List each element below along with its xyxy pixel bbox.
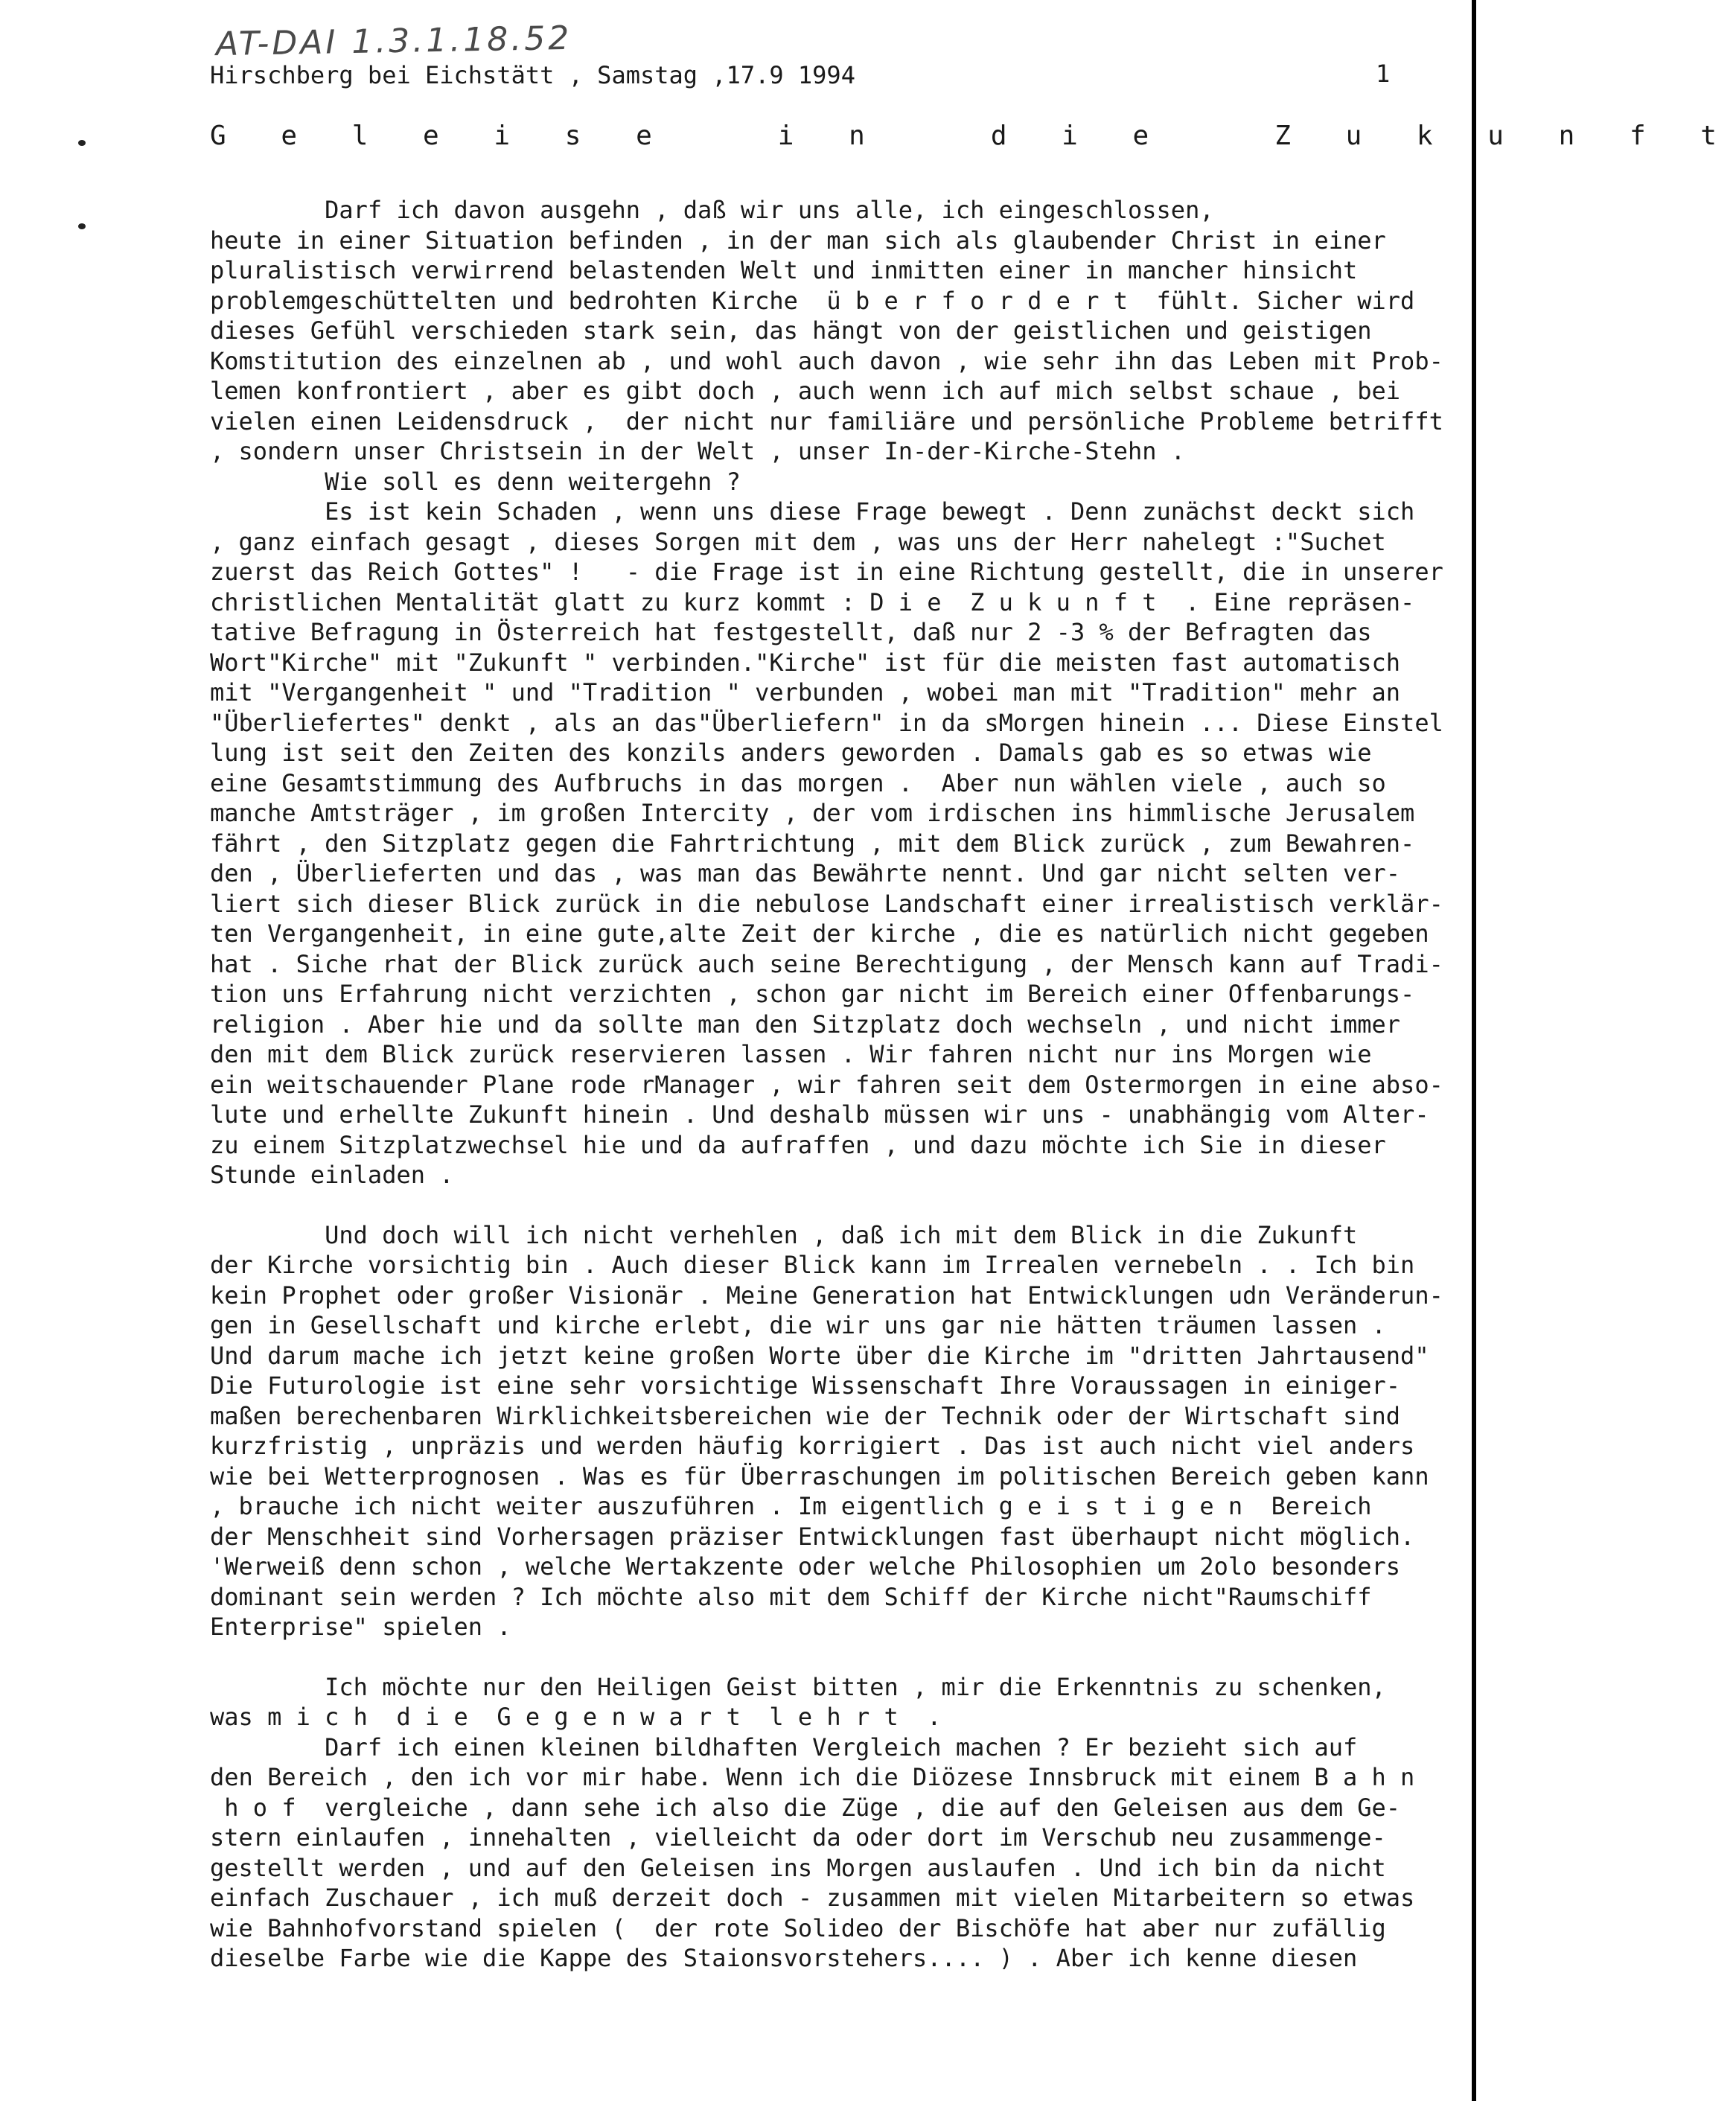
text-line: "Überliefertes" denkt , als an das"Überliefern" in da sMorgen hinein ... Diese Einstel xyxy=(210,708,1443,737)
text-line: 'Werweiß denn schon , welche Wertakzente oder welche Philosophien um 2olo besonders xyxy=(210,1552,1401,1581)
text-line: gestellt werden , und auf den Geleisen ins Morgen auslaufen . Und ich bin da nicht xyxy=(210,1853,1386,1882)
text-line: vielen einen Leidensdruck , der nicht nur familiäre und persönliche Probleme betrifft xyxy=(210,407,1443,436)
text-line: mit "Vergangenheit " und "Tradition " verbunden , wobei man mit "Tradition" mehr an xyxy=(210,678,1401,707)
text-line: hat . Siche rhat der Blick zurück auch seine Berechtigung , der Mensch kann auf Tradi- xyxy=(210,949,1443,978)
text-line: stern einlaufen , innehalten , vielleicht da oder dort im Verschub neu zusammenge- xyxy=(210,1823,1386,1852)
text-line: , ganz einfach gesagt , dieses Sorgen mit dem , was uns der Herr nahelegt :"Suchet xyxy=(210,527,1386,556)
paragraph-block xyxy=(210,1220,1475,1642)
text-line: lute und erhellte Zukunft hinein . Und deshalb müssen wir uns - unabhängig vom Alter- xyxy=(210,1100,1429,1129)
dateline: Hirschberg bei Eichstätt , Samstag ,17.9 1994 xyxy=(210,61,855,89)
text-line: problemgeschüttelten und bedrohten Kirche ü b e r f o r d e r t fühlt. Sicher wird xyxy=(210,286,1415,315)
text-line: gen in Gesellschaft und kirche erlebt, die wir uns gar nie hätten träumen lassen . xyxy=(210,1311,1386,1339)
text-line: der Menschheit sind Vorhersagen präziser Entwicklungen fast überhaupt nicht möglich. xyxy=(210,1522,1415,1551)
text-line: Darf ich davon ausgehn , daß wir uns alle, ich eingeschlossen, xyxy=(210,196,1214,224)
text-line: Wort"Kirche" mit "Zukunft " verbinden."Kirche" ist für die meisten fast automatisch xyxy=(210,648,1401,677)
text-line: Und doch will ich nicht verhehlen , daß ich mit dem Blick in die Zukunft xyxy=(210,1220,1358,1249)
text-line: wie bei Wetterprognosen . Was es für Überraschungen im politischen Bereich geben kann xyxy=(210,1461,1429,1491)
text-line: tion uns Erfahrung nicht verzichten , schon gar nicht im Bereich einer Offenbarungs- xyxy=(210,980,1415,1008)
text-line: Komstitution des einzelnen ab , und wohl auch davon , wie sehr ihn das Leben mit Prob- xyxy=(210,346,1443,375)
text-line: ein weitschauender Plane rode rManager , wir fahren seit dem Ostermorgen in eine abso- xyxy=(210,1070,1443,1099)
text-line: Es ist kein Schaden , wenn uns diese Frage bewegt . Denn zunächst deckt sich xyxy=(210,497,1415,526)
text-line: eine Gesamtstimmung des Aufbruchs in das morgen . Aber nun wählen viele , auch so xyxy=(210,768,1386,797)
text-line: manche Amtsträger , im großen Intercity , der vom irdischen ins himmlische Jerusalem xyxy=(210,799,1415,827)
text-line: , sondern unser Christsein in der Welt , unser In-der-Kirche-Stehn . xyxy=(210,437,1186,465)
paragraph-block xyxy=(210,195,1475,1190)
text-line: Enterprise" spielen . xyxy=(210,1613,511,1641)
text-line: kurzfristig , unpräzis und werden häufig korrigiert . Das ist auch nicht viel anders xyxy=(210,1432,1415,1460)
text-line: christlichen Mentalität glatt zu kurz kommt : D i e Z u k u n f t . Eine repräsen- xyxy=(210,587,1415,616)
document-title: G e l e i s e i n d i e Z u k u n f t xyxy=(210,121,1736,151)
archive-signature: AT-DAI 1.3.1.18.52 xyxy=(215,19,572,64)
text-line: Darf ich einen kleinen bildhaften Vergleich machen ? Er bezieht sich auf xyxy=(210,1732,1358,1762)
margin-dot-mark xyxy=(78,140,86,146)
text-line: Ich möchte nur den Heiligen Geist bitten , mir die Erkenntnis zu schenken, xyxy=(210,1672,1386,1701)
text-line: kein Prophet oder großer Visionär . Meine Generation hat Entwicklungen udn Veränderun- xyxy=(210,1281,1443,1310)
text-line: maßen berechenbaren Wirklichkeitsbereichen wie der Technik oder der Wirtschaft sind xyxy=(210,1401,1401,1430)
text-line: zu einem Sitzplatzwechsel hie und da aufraffen , und dazu möchte ich Sie in dieser xyxy=(210,1130,1386,1159)
text-line: pluralistisch verwirrend belastenden Welt und inmitten einer in mancher hinsicht xyxy=(210,256,1358,284)
text-line: liert sich dieser Blick zurück in die nebulose Landschaft einer irrealistisch verklär- xyxy=(210,889,1443,918)
text-line: zuerst das Reich Gottes" ! - die Frage ist in eine Richtung gestellt, die in unserer xyxy=(210,558,1443,586)
text-line: wie Bahnhofvorstand spielen ( der rote Solideo der Bischöfe hat aber nur zufällig xyxy=(210,1913,1386,1942)
text-line: dominant sein werden ? Ich möchte also mit dem Schiff der Kirche nicht"Raumschiff xyxy=(210,1582,1372,1611)
text-line: den mit dem Blick zurück reservieren lassen . Wir fahren nicht nur ins Morgen wie xyxy=(210,1040,1372,1068)
text-line: heute in einer Situation befinden , in der man sich als glaubender Christ in einer xyxy=(210,226,1386,255)
text-line: lemen konfrontiert , aber es gibt doch , auch wenn ich auf mich selbst schaue , bei xyxy=(210,377,1401,405)
text-line: tative Befragung in Österreich hat festgestellt, daß nur 2 -3 % der Befragten das xyxy=(210,618,1372,646)
paragraph-gap xyxy=(210,1642,1475,1672)
paragraph-block xyxy=(210,1672,1475,1974)
page-number: 1 xyxy=(1376,60,1391,88)
text-line: der Kirche vorsichtig bin . Auch dieser Blick kann im Irrealen vernebeln . . Ich bin xyxy=(210,1251,1415,1279)
text-line: einfach Zuschauer , ich muß derzeit doch - zusammen mit vielen Mitarbeitern so etwas xyxy=(210,1884,1415,1912)
text-line: den , Überlieferten und das , was man das Bewährte nennt. Und gar nicht selten ver- xyxy=(210,859,1401,887)
margin-dash-mark xyxy=(78,223,86,229)
text-line: was m i c h d i e G e g e n w a r t l e h r t . xyxy=(210,1703,942,1731)
text-line: religion . Aber hie und da sollte man den Sitzplatz doch wechseln , und nicht immer xyxy=(210,1010,1401,1039)
text-line: Die Futurologie ist eine sehr vorsichtige Wissenschaft Ihre Voraussagen in einiger- xyxy=(210,1371,1401,1400)
text-line: Wie soll es denn weitergehn ? xyxy=(210,467,741,496)
text-line: Stunde einladen . xyxy=(210,1161,454,1189)
text-line: fährt , den Sitzplatz gegen die Fahrtrichtung , mit dem Blick zurück , zum Bewahren- xyxy=(210,829,1415,858)
text-line: ten Vergangenheit, in eine gute,alte Zeit der kirche , die es natürlich nicht gegeben xyxy=(210,919,1429,948)
text-line: dieses Gefühl verschieden stark sein, das hängt von der geistlichen und geistigen xyxy=(210,316,1372,345)
text-line: lung ist seit den Zeiten des konzils anders geworden . Damals gab es so etwas wie xyxy=(210,739,1372,767)
text-line: dieselbe Farbe wie die Kappe des Staionsvorstehers.... ) . Aber ich kenne diesen xyxy=(210,1944,1358,1972)
text-line: Und darum mache ich jetzt keine großen Worte über die Kirche im "dritten Jahrtausend" xyxy=(210,1341,1429,1370)
text-line: , brauche ich nicht weiter auszuführen . Im eigentlich g e i s t i g e n Bereich xyxy=(210,1492,1372,1520)
text-line: h o f vergleiche , dann sehe ich also die Züge , die auf den Geleisen aus dem Ge- xyxy=(210,1793,1401,1822)
paragraph-gap xyxy=(210,1190,1475,1220)
text-line: den Bereich , den ich vor mir habe. Wenn ich die Diözese Innsbruck mit einem B a h n xyxy=(210,1763,1415,1791)
body-text xyxy=(210,195,1475,1974)
